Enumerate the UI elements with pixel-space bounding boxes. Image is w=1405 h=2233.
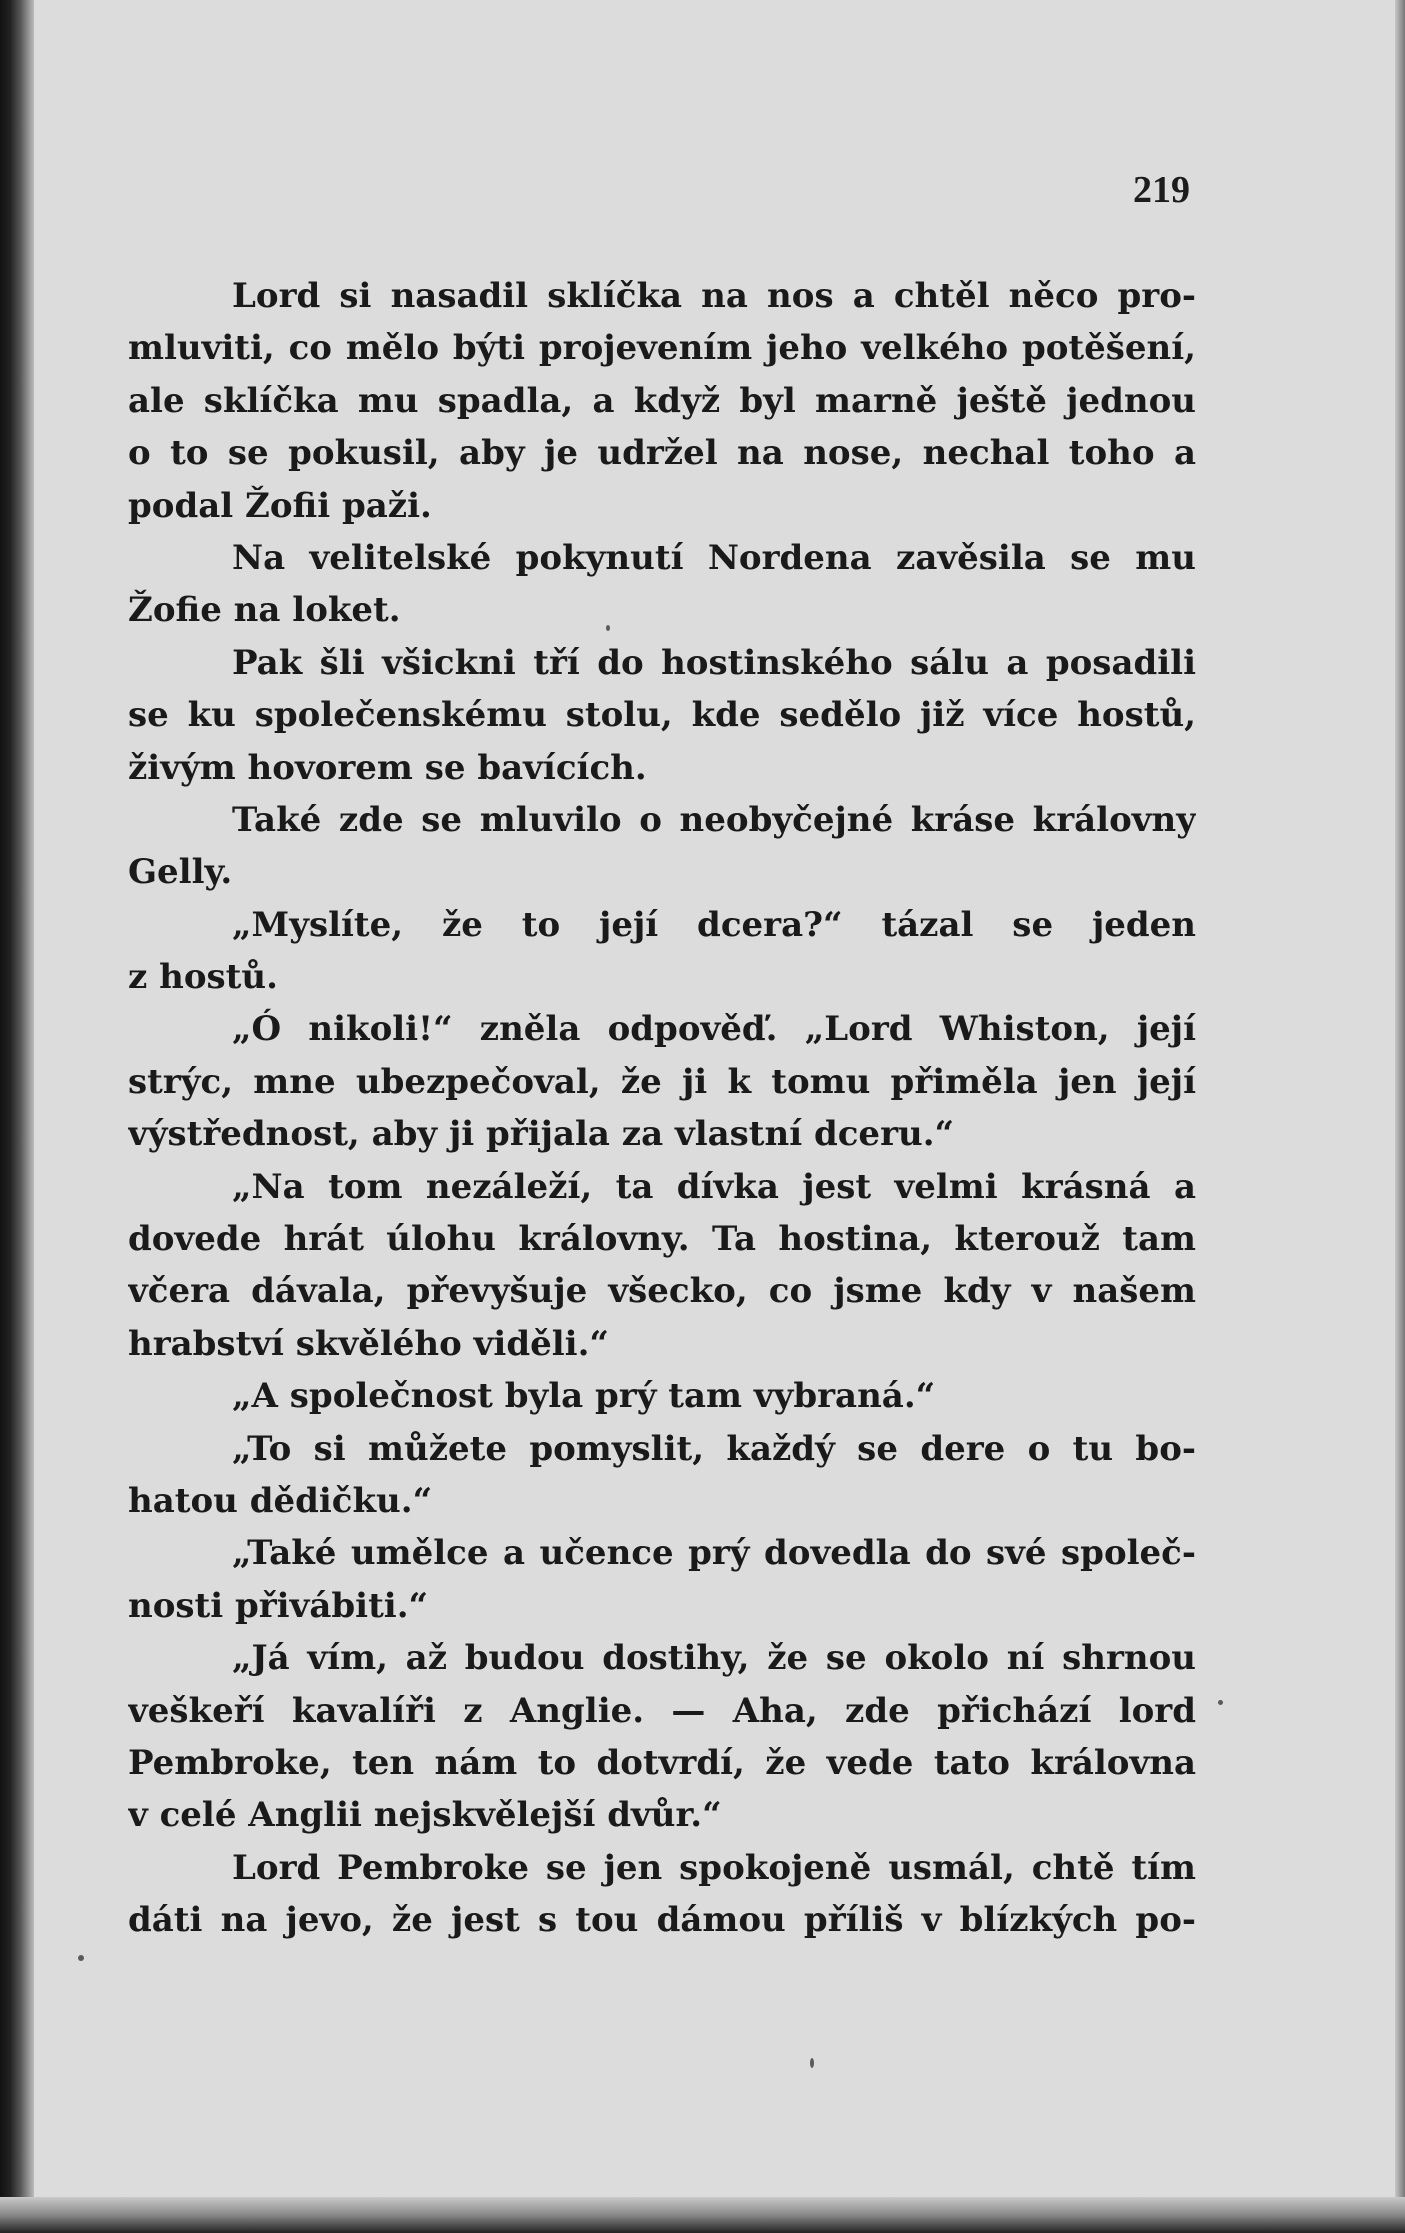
text-line: ale sklíčka mu spadla, a když byl marně ještě jednou xyxy=(128,380,1196,421)
text-line: „Také umělce a učence prý dovedla do své společ- xyxy=(232,1533,1196,1574)
page-binding-edge xyxy=(0,0,34,2233)
scan-speck xyxy=(810,2058,814,2068)
text-line: včera dávala, převyšuje všecko, co jsme kdy v našem xyxy=(128,1271,1196,1312)
scan-speck xyxy=(78,1955,84,1961)
scan-speck xyxy=(1218,1700,1223,1705)
text-line: dovede hrát úlohu královny. Ta hostina, kterouž tam xyxy=(128,1219,1196,1260)
text-line: „Myslíte, že to její dcera?“ tázal se jeden xyxy=(232,904,1196,945)
text-line: Lord si nasadil sklíčka na nos a chtěl něco pro- xyxy=(232,276,1196,316)
text-line: hrabství skvělého viděli.“ xyxy=(128,1323,609,1364)
text-line: „Na tom nezáleží, ta dívka jest velmi krásná a xyxy=(232,1166,1196,1207)
text-line: z hostů. xyxy=(128,957,278,998)
text-line: hatou dědičku.“ xyxy=(128,1480,433,1521)
text-line: o to se pokusil, aby je udržel na nose, nechal toho a xyxy=(128,433,1196,474)
text-line: Pembroke, ten nám to dotvrdí, že vede tato královna xyxy=(128,1742,1196,1783)
page-right-edge xyxy=(1395,0,1405,2233)
text-line: strýc, mne ubezpečoval, že ji k tomu přiměla jen její xyxy=(128,1061,1196,1102)
text-line: nosti přivábiti.“ xyxy=(128,1585,429,1626)
page-bottom-edge xyxy=(0,2197,1405,2233)
body-text xyxy=(128,270,1196,1947)
text-line: výstřednost, aby ji přijala za vlastní dceru.“ xyxy=(128,1114,955,1155)
text-line: se ku společenskému stolu, kde sedělo již více hostů, xyxy=(128,695,1196,736)
text-line: Na velitelské pokynutí Nordena zavěsila se mu xyxy=(232,537,1196,578)
text-line: podal Žofii paži. xyxy=(128,485,432,526)
text-line: Žofie na loket. xyxy=(128,590,401,631)
text-line: „Já vím, až budou dostihy, že se okolo ní shrnou xyxy=(232,1638,1196,1679)
text-line: „To si můžete pomyslit, každý se dere o tu bo- xyxy=(232,1428,1196,1469)
text-line: „Ó nikoli!“ zněla odpověď. „Lord Whiston, její xyxy=(232,1009,1196,1050)
text-line: živým hovorem se bavících. xyxy=(128,747,647,788)
text-line: Pak šli všickni tří do hostinského sálu a posadili xyxy=(232,642,1196,683)
text-line: Lord Pembroke se jen spokojeně usmál, chtě tím xyxy=(232,1847,1196,1888)
page-number: 219 xyxy=(1133,169,1190,211)
text-line: v celé Anglii nejskvělejší dvůr.“ xyxy=(128,1795,722,1836)
text-line: mluviti, co mělo býti projevením jeho velkého potěšení, xyxy=(128,328,1196,369)
scan-speck xyxy=(606,625,610,631)
text-line: veškeří kavalíři z Anglie. — Aha, zde přichází lord xyxy=(128,1690,1196,1731)
text-line: Také zde se mluvilo o neobyčejné kráse královny xyxy=(232,799,1196,840)
text-line: Gelly. xyxy=(128,852,233,893)
text-line: „A společnost byla prý tam vybraná.“ xyxy=(232,1376,936,1417)
text-line: dáti na jevo, že jest s tou dámou příliš v blízkých po- xyxy=(128,1900,1196,1941)
